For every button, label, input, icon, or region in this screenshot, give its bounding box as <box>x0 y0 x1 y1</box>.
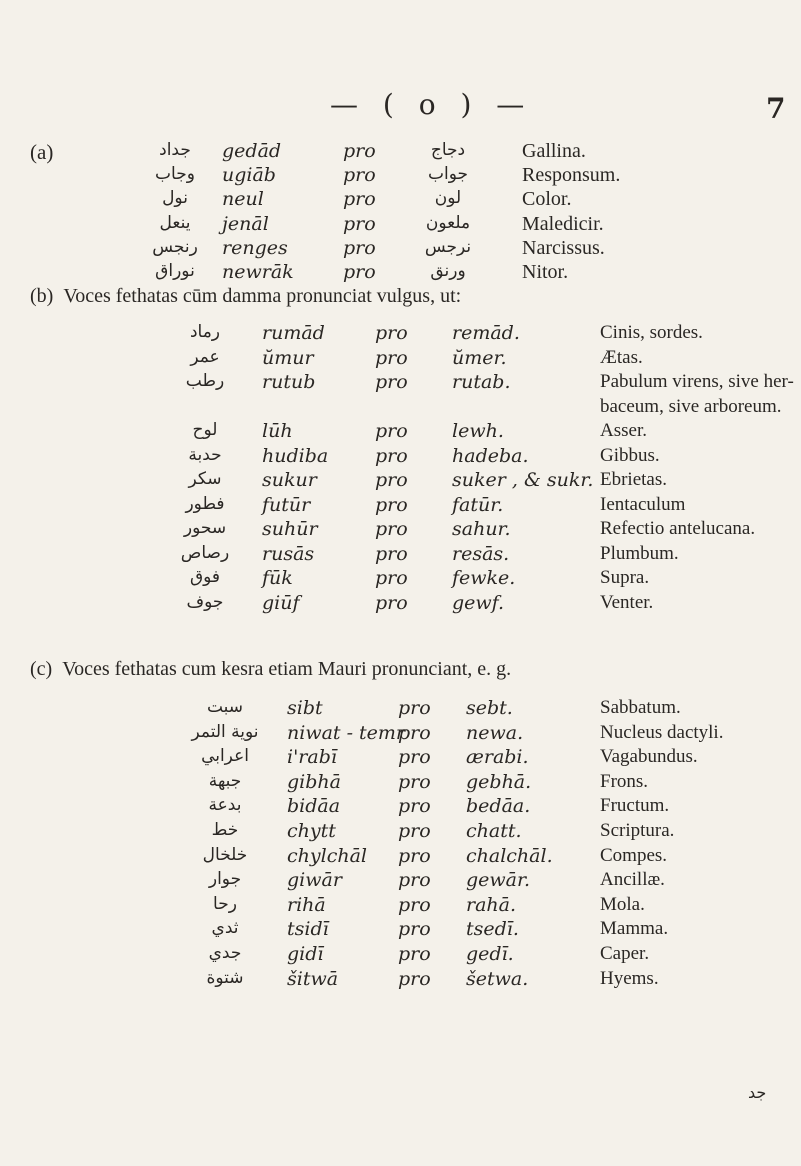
arabic-form: جداد <box>159 140 191 160</box>
arabic-form: رنجس <box>152 236 198 257</box>
latin-classical: fatūr. <box>452 493 504 516</box>
latin-vulgar: šitwā <box>287 967 339 990</box>
pro-word: pro <box>375 542 408 565</box>
arabic-standard: نرجس <box>424 236 472 257</box>
latin-classical: gewf. <box>452 591 505 614</box>
arabic-form: اعرابي <box>201 746 249 767</box>
pro-word: pro <box>398 820 431 842</box>
latin-vulgar: rutub <box>262 371 316 393</box>
pro-word: pro <box>398 893 431 916</box>
latin-transcription: newrāk <box>222 261 294 283</box>
arabic-form: نوراق <box>155 261 195 281</box>
arabic-form: وجاب <box>155 164 195 185</box>
latin-classical: suker , & sukr. <box>452 469 594 491</box>
latin-gloss: Ætas. <box>600 346 643 368</box>
arabic-form: فطور <box>185 493 225 514</box>
page-number: 7 <box>766 92 786 125</box>
latin-gloss: Plumbum. <box>600 542 679 564</box>
latin-classical: remād. <box>452 322 520 344</box>
pro-word: pro <box>375 346 408 369</box>
section-label: (a) <box>30 140 54 164</box>
latin-vulgar: gidī <box>287 943 324 965</box>
section-intro <box>30 285 461 308</box>
latin-classical: šetwa. <box>466 967 529 990</box>
arabic-form: رطب <box>185 371 225 391</box>
latin-classical: sahur. <box>452 518 511 540</box>
latin-gloss: Vagabundus. <box>600 746 698 768</box>
latin-vulgar: chylchāl <box>287 844 367 867</box>
latin-gloss: Frons. <box>600 770 649 792</box>
arabic-form: نوية التمر <box>191 721 259 742</box>
latin-gloss: Refectio antelucana. <box>600 518 756 539</box>
pro-word: pro <box>343 140 376 162</box>
arabic-form: حدبة <box>188 444 222 465</box>
latin-classical: chatt. <box>466 820 522 842</box>
latin-classical: sebt. <box>466 697 513 719</box>
latin-gloss: baceum, sive arboreum. <box>600 395 782 417</box>
arabic-form: سكر <box>188 469 222 489</box>
latin-vulgar: gibhā <box>287 770 341 793</box>
arabic-standard: لون <box>434 188 462 209</box>
pro-word: pro <box>398 943 431 965</box>
pro-word: pro <box>343 212 376 235</box>
latin-gloss: Pabulum virens, sive her- <box>600 371 794 392</box>
latin-transcription: gedād <box>222 140 282 162</box>
latin-vulgar: sibt <box>287 697 323 719</box>
latin-vulgar: niwat - temr <box>287 721 406 744</box>
latin-vulgar: rihā <box>287 893 326 916</box>
latin-gloss: Nucleus dactyli. <box>600 721 724 743</box>
latin-transcription: neul <box>222 188 264 211</box>
latin-gloss: Responsum. <box>522 164 621 187</box>
latin-vulgar: suhūr <box>262 518 318 540</box>
arabic-form: فوق <box>189 567 221 587</box>
pro-word: pro <box>343 261 376 283</box>
latin-gloss: Hyems. <box>600 967 659 989</box>
pro-word: pro <box>375 518 408 540</box>
intro-text: Voces fethatas cūm damma pronunciat vulgus, ut: <box>63 285 462 307</box>
latin-vulgar: tsidī <box>287 918 329 941</box>
pro-word: pro <box>375 469 408 491</box>
pro-word: pro <box>398 844 431 867</box>
latin-gloss: Gibbus. <box>600 444 660 466</box>
latin-gloss: Venter. <box>600 591 654 613</box>
pro-word: pro <box>398 918 431 941</box>
pro-word: pro <box>375 322 408 344</box>
arabic-form: جوف <box>186 591 224 612</box>
latin-classical: rahā. <box>466 893 517 916</box>
arabic-form: ينعل <box>159 212 191 233</box>
latin-vulgar: i'rabī <box>287 746 337 769</box>
latin-vulgar: ŭmur <box>262 346 314 369</box>
latin-classical: tsedī. <box>466 918 519 941</box>
latin-gloss: Compes. <box>600 844 668 866</box>
pro-word: pro <box>375 567 408 589</box>
latin-gloss: Supra. <box>600 567 650 588</box>
latin-classical: resās. <box>452 542 510 565</box>
pro-word: pro <box>398 869 431 892</box>
pro-word: pro <box>398 721 431 744</box>
pro-word: pro <box>343 164 376 187</box>
catchword: جد <box>748 1083 767 1102</box>
latin-vulgar: rusās <box>262 542 315 565</box>
table-row <box>0 592 801 620</box>
latin-gloss: Mamma. <box>600 918 669 940</box>
pro-word: pro <box>398 770 431 793</box>
latin-gloss: Ancillæ. <box>600 869 665 891</box>
latin-vulgar: sukur <box>262 469 317 491</box>
latin-vulgar: giwār <box>287 869 342 892</box>
pro-word: pro <box>398 795 431 818</box>
arabic-form: رحا <box>213 893 237 914</box>
pro-word: pro <box>398 967 431 990</box>
latin-classical: ŭmer. <box>452 346 507 369</box>
arabic-form: شتوة <box>206 967 244 988</box>
arabic-form: جبهة <box>208 770 242 791</box>
page-header <box>0 88 801 128</box>
latin-vulgar: chytt <box>287 820 336 842</box>
latin-transcription: ugiāb <box>222 164 276 187</box>
table-row <box>0 968 801 996</box>
pro-word: pro <box>343 236 376 259</box>
pro-word: pro <box>375 371 408 393</box>
latin-gloss: Scriptura. <box>600 820 675 841</box>
latin-transcription: renges <box>222 236 288 259</box>
latin-vulgar: bidāa <box>287 795 341 818</box>
intro-text: Voces fethatas cum kesra etiam Mauri pronunciant, e. g. <box>62 658 512 680</box>
arabic-form: جدي <box>208 943 242 963</box>
latin-classical: gewār. <box>466 869 531 892</box>
latin-classical: hadeba. <box>452 444 529 467</box>
arabic-form: سبت <box>206 697 244 717</box>
latin-transcription: jenāl <box>222 212 269 235</box>
latin-gloss: Maledicir. <box>522 212 604 235</box>
arabic-form: ثدي <box>211 918 239 939</box>
section-label: (c) <box>30 658 53 680</box>
latin-vulgar: futūr <box>262 493 311 516</box>
arabic-standard: جواب <box>427 164 469 185</box>
pro-word: pro <box>375 493 408 516</box>
pro-word: pro <box>398 746 431 769</box>
arabic-form: رماد <box>189 322 221 342</box>
latin-classical: rutab. <box>452 371 511 393</box>
arabic-form: بدعة <box>208 795 242 816</box>
section-label: (b) <box>30 285 54 307</box>
arabic-standard: ملعون <box>425 212 471 233</box>
latin-classical: fewke. <box>452 567 516 589</box>
arabic-standard: ورنق <box>430 261 466 281</box>
latin-classical: gedī. <box>466 943 514 965</box>
latin-classical: newa. <box>466 721 524 744</box>
latin-gloss: Asser. <box>600 420 647 441</box>
pro-word: pro <box>343 188 376 211</box>
arabic-form: جوار <box>208 869 242 890</box>
latin-gloss: Fructum. <box>600 795 670 817</box>
arabic-form: عمر <box>190 346 220 367</box>
latin-classical: bedāa. <box>466 795 531 818</box>
arabic-standard: دجاج <box>430 140 466 160</box>
latin-vulgar: lūh <box>262 420 293 442</box>
latin-vulgar: hudiba <box>262 444 329 467</box>
latin-gloss: Caper. <box>600 943 650 964</box>
latin-gloss: Cinis, sordes. <box>600 322 703 343</box>
pro-word: pro <box>375 444 408 467</box>
arabic-form: خط <box>211 820 239 840</box>
arabic-form: نول <box>162 188 188 209</box>
latin-gloss: Narcissus. <box>522 236 605 259</box>
arabic-form: لوح <box>192 420 218 440</box>
arabic-form: رصاص <box>180 542 230 563</box>
pro-word: pro <box>375 591 408 614</box>
latin-gloss: Sabbatum. <box>600 697 681 718</box>
pro-word: pro <box>375 420 408 442</box>
latin-classical: lewh. <box>452 420 504 442</box>
latin-vulgar: fūk <box>262 567 293 589</box>
latin-classical: gebhā. <box>466 770 532 793</box>
latin-gloss: Mola. <box>600 893 645 915</box>
latin-classical: chalchāl. <box>466 844 553 867</box>
section-intro <box>30 658 511 681</box>
arabic-form: سحور <box>183 518 227 538</box>
page-running-head: — ( o ) — <box>330 88 533 121</box>
latin-vulgar: rumād <box>262 322 325 344</box>
latin-classical: ærabi. <box>466 746 529 769</box>
latin-gloss: Gallina. <box>522 140 586 162</box>
latin-gloss: Nitor. <box>522 261 569 283</box>
latin-gloss: Color. <box>522 188 572 211</box>
pro-word: pro <box>398 697 431 719</box>
latin-gloss: Ebrietas. <box>600 469 668 490</box>
latin-gloss: Ientaculum <box>600 493 686 515</box>
arabic-form: خلخال <box>202 844 248 865</box>
latin-vulgar: giūf <box>262 591 300 614</box>
